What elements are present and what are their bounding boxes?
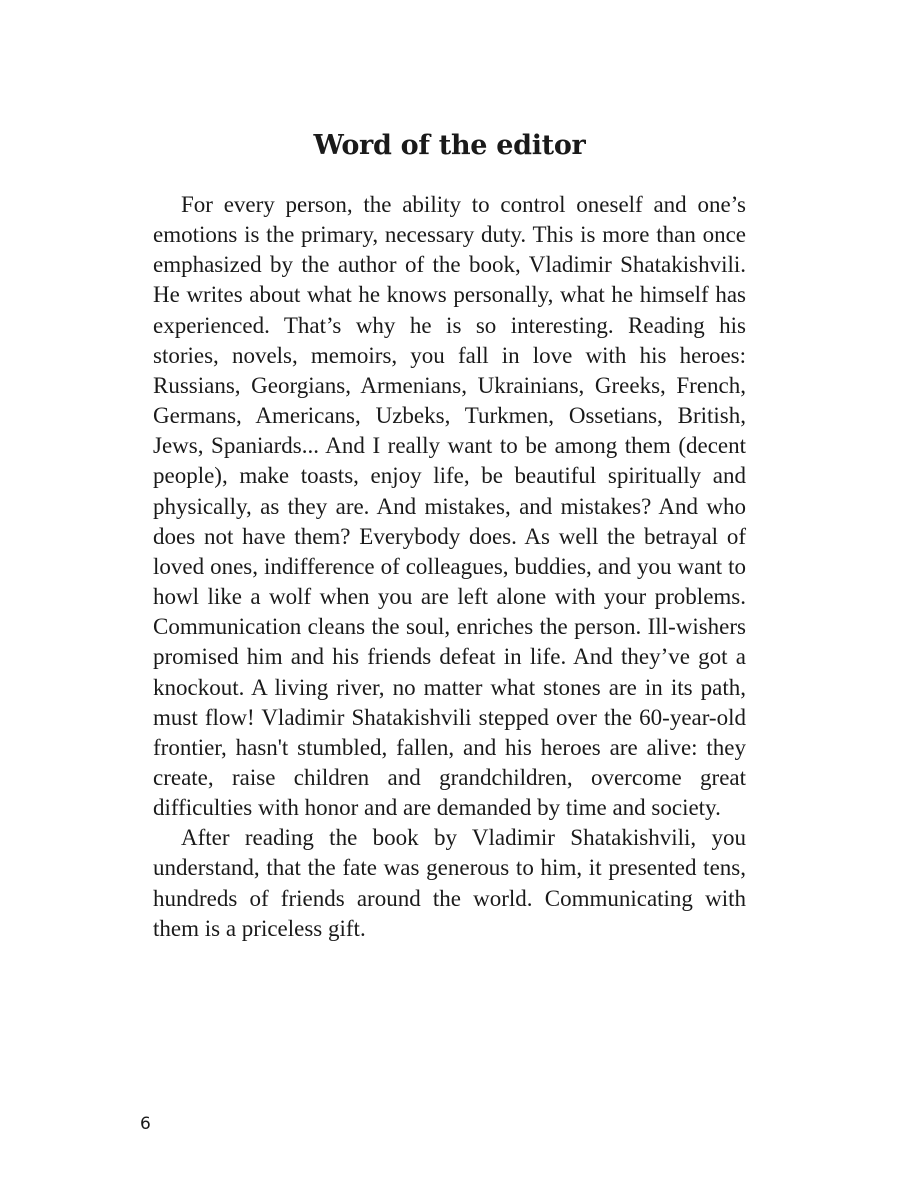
paragraph-1: For every person, the ability to control oneself and one’s emotions is the primary, necessary duty. This is more than once emphasized by the author of the book, Vladimir Shatakishvili. He writes about what he knows personally, what he himself has experienced. That’s why he is so interesting. Reading his stories, novels, memoirs, you fall in love with his heroes: Russians, Georgians, Armenians, Ukrainians, Greeks, French, Germans, Americans, Uzbeks, Turkmen, Ossetians, British, Jews, Spaniards... And I really want to be among them (decent people), make toasts, enjoy life, be beautiful spiritually and physically, as they are. And mistakes, and mistakes? And who does not have them? Everybody does. As well the betrayal of loved ones, indifference of colleagues, buddies, and you want to howl like a wolf when you are left alone with your problems. Communication cleans the soul, enriches the person. Ill-wishers promised him and his friends defeat in life. And they’ve got a knockout. A living river, no matter what stones are in its path, must flow! Vladimir Shatakishvili stepped over the 60-year-old frontier, hasn't stumbled, fallen, and his heroes are alive: they create, raise children and grandchildren, overcome great difficulties with honor and are demanded by time and society. <box>153 192 746 821</box>
body-text <box>153 190 746 944</box>
paragraph-2: After reading the book by Vladimir Shatakishvili, you understand, that the fate was generous to him, it presented tens, hundreds of friends around the world. Communicating with them is a priceless gift. <box>153 825 746 941</box>
page-title: Word of the editor <box>313 130 586 161</box>
page-number: 6 <box>140 1114 151 1134</box>
